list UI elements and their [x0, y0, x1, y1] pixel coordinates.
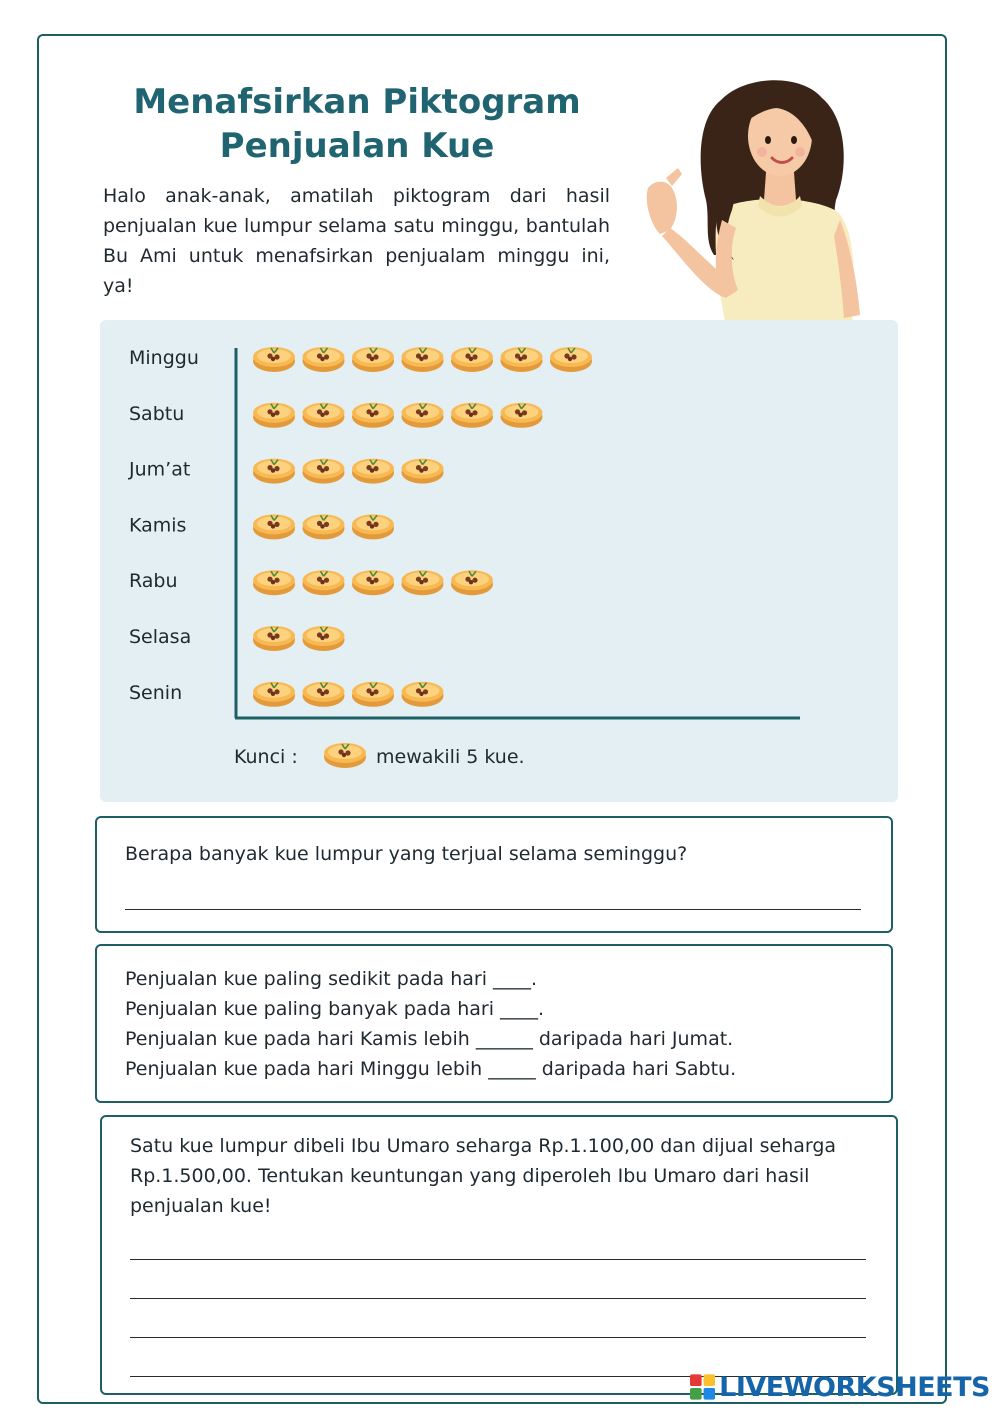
cake-icon [402, 459, 444, 484]
cake-icon [501, 403, 543, 428]
cake-icon [451, 570, 493, 595]
cake-icon [253, 514, 295, 539]
day-label: Jum’at [129, 458, 191, 481]
question-box-3 [100, 1115, 898, 1395]
title-line-1: Menafsirkan Piktogram [133, 82, 581, 122]
cake-icon [451, 347, 493, 372]
question-2-line-4: Penjualan kue pada hari Minggu lebih _____ daripada hari Sabtu. [125, 1058, 737, 1080]
cake-icon [451, 403, 493, 428]
cake-icon [253, 626, 295, 651]
title-line-2: Penjualan Kue [219, 126, 495, 166]
cake-icon [550, 347, 592, 372]
cake-icon [303, 570, 345, 595]
day-label: Sabtu [129, 402, 185, 425]
cake-icon [352, 514, 394, 539]
cake-icon [352, 682, 394, 707]
day-label: Selasa [129, 626, 192, 648]
answer-line-3c[interactable] [130, 1337, 866, 1338]
question-3-line-2: Rp.1.500,00. Tentukan keuntungan yang diperoleh Ibu Umaro dari hasil [130, 1165, 810, 1187]
cake-icon [253, 459, 295, 484]
question-box-2 [95, 944, 893, 1103]
cake-icon [352, 347, 394, 372]
answer-line-1[interactable] [125, 909, 861, 910]
cake-icon [303, 403, 345, 428]
cake-icon [303, 459, 345, 484]
question-box-1 [95, 816, 893, 933]
cake-icon [352, 570, 394, 595]
cake-icon [402, 570, 444, 595]
teacher-shirt [716, 199, 854, 325]
liveworksheets-watermark [690, 1370, 990, 1404]
key-text: mewakili 5 kue. [376, 746, 525, 768]
cake-icon [402, 403, 444, 428]
day-label: Rabu [129, 570, 178, 593]
cake-icon [352, 403, 394, 428]
day-label: Senin [129, 681, 183, 704]
cake-icon [303, 682, 345, 707]
day-label: Minggu [129, 347, 199, 369]
cake-icon [402, 682, 444, 707]
teacher-hand [647, 182, 677, 234]
pictogram-panel [100, 320, 898, 802]
question-1-text: Berapa banyak kue lumpur yang terjual selama seminggu? [125, 843, 688, 865]
cake-icon [352, 459, 394, 484]
cake-icon [253, 570, 295, 595]
key-cake-icon [324, 743, 366, 768]
liveworksheets-logo-icon [690, 1374, 715, 1400]
cake-icon [303, 626, 345, 651]
intro-paragraph: Halo anak-anak, amatilah piktogram dari hasil penjualan kue lumpur selama satu minggu, bantulah Bu Ami untuk menafsirkan penjualam minggu ini, ya! [103, 185, 610, 297]
cake-icon [253, 403, 295, 428]
cake-icon [402, 347, 444, 372]
cake-icon [253, 682, 295, 707]
cake-icon [253, 347, 295, 372]
cake-icon [303, 514, 345, 539]
day-label: Kamis [129, 514, 187, 537]
question-2-line-2: Penjualan kue paling banyak pada hari ____. [125, 998, 545, 1020]
key-label: Kunci : [234, 746, 298, 768]
cake-icon [501, 347, 543, 372]
watermark-text: LIVEWORKSHEETS [719, 1371, 990, 1403]
teacher-illustration [626, 60, 866, 325]
question-2-line-1: Penjualan kue paling sedikit pada hari ____. [125, 968, 538, 990]
cake-icon [303, 347, 345, 372]
answer-line-3b[interactable] [130, 1298, 866, 1299]
page-title [100, 80, 614, 168]
pictogram-chart [100, 320, 898, 802]
question-3-line-1: Satu kue lumpur dibeli Ibu Umaro seharga Rp.1.100,00 dan dijual seharga [130, 1135, 837, 1157]
question-2-line-3: Penjualan kue pada hari Kamis lebih ______ daripada hari Jumat. [125, 1028, 734, 1050]
question-3-line-3: penjualan kue! [130, 1195, 272, 1217]
answer-line-3a[interactable] [130, 1259, 866, 1260]
